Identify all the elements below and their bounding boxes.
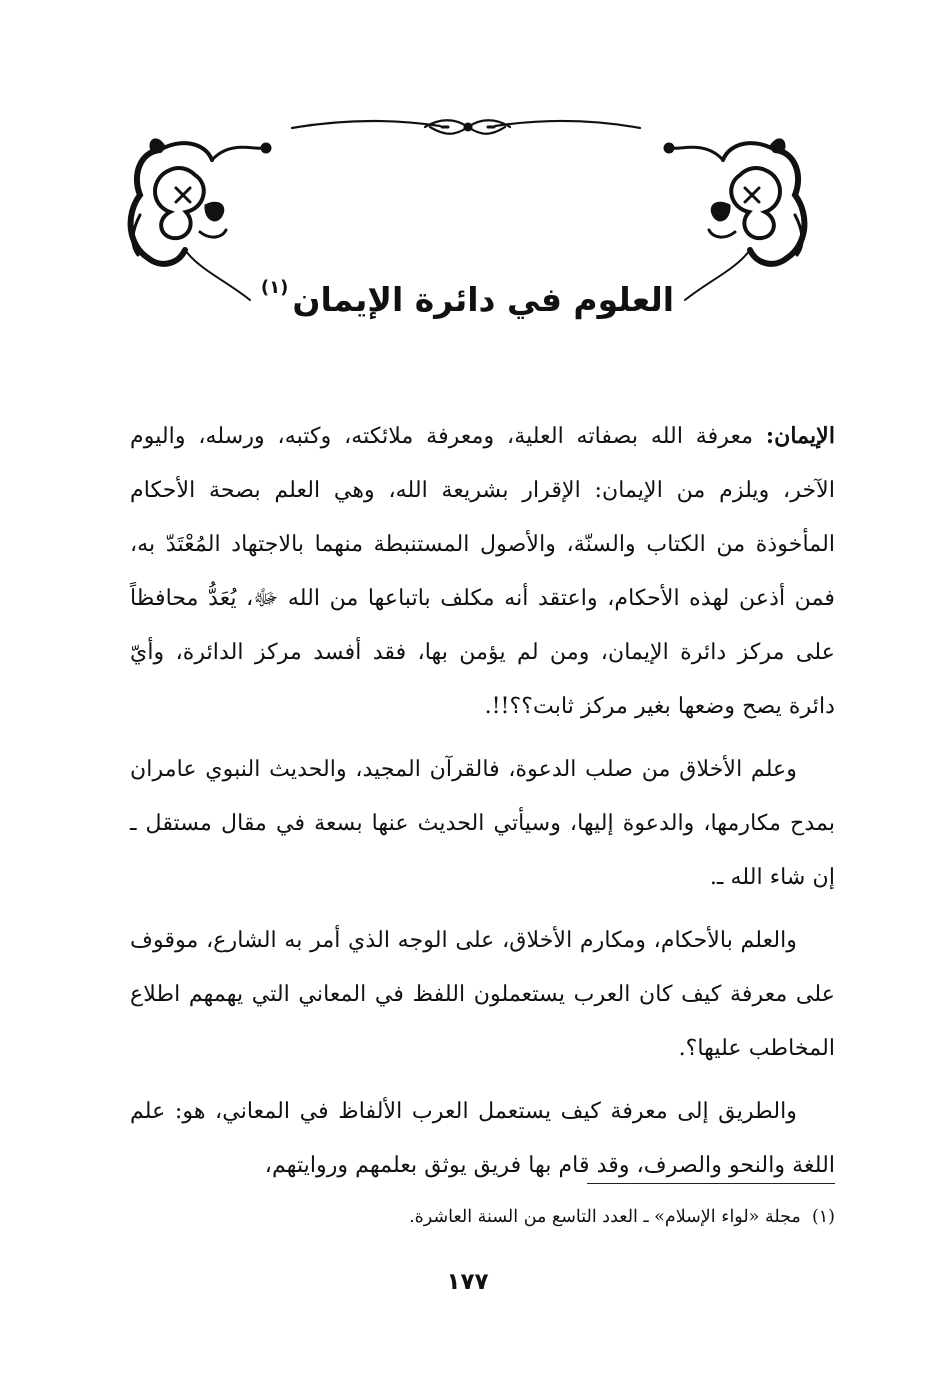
footnote-marker: (١): [811, 1207, 835, 1227]
footnote-text: مجلة «لواء الإسلام» ـ العدد التاسع من السنة العاشرة.: [409, 1207, 801, 1227]
paragraph-text: معرفة الله بصفاته العلية، ومعرفة ملائكته، وكتبه، ورسله، واليوم الآخر، ويلزم من الإيمان: الإقرار بشريعة الله، وهي العلم بصحة الأحكام المأخوذة من الكتاب والسنّة، والأصول المستنبطة منهما بالاجتهاد المُعْتَدّ به، فمن أذعن لهذه الأحكام، واعتقد أنه مكلف باتباعها من الله ﷻ، يُعَدُّ محافظاً على مركز دائرة الإيمان، ومن لم يؤمن بها، فقد أفسد مركز الدائرة، وأيّ دائرة يصح وضعها بغير مركز ثابت؟؟!!.: [130, 423, 835, 719]
paragraph-3: والعلم بالأحكام، ومكارم الأخلاق، على الوجه الذي أمر به الشارع، موقوف على معرفة كيف كان العرب يستعملون اللفظ في المعاني التي يهمهم اطلاع المخاطب عليها؟.: [130, 927, 835, 1061]
article-body: [130, 409, 835, 1201]
lead-term: الإيمان:: [765, 423, 835, 449]
title-footnote-marker: (١): [260, 277, 289, 299]
paragraph-2: وعلم الأخلاق من صلب الدعوة، فالقرآن المجيد، والحديث النبوي عامران بمدح مكارمها، والدعوة إليها، وسيأتي الحديث عنها بسعة في مقال مستقل ـ إن شاء الله ـ.: [130, 756, 835, 890]
top-flourish: [292, 120, 640, 134]
footnote: [135, 1200, 835, 1234]
paragraph-4: والطريق إلى معرفة كيف يستعمل العرب الألفاظ في المعاني، هو: علم اللغة والنحو والصرف، وقد قام بها فريق يوثق بعلمهم وروايتهم،: [130, 1098, 835, 1178]
footnote-divider: [587, 1183, 835, 1184]
page-title: [180, 258, 755, 330]
title-text: العلوم في دائرة الإيمان: [292, 280, 675, 320]
paragraph-1: [130, 409, 835, 733]
page-number: ١٧٧: [446, 1269, 489, 1295]
